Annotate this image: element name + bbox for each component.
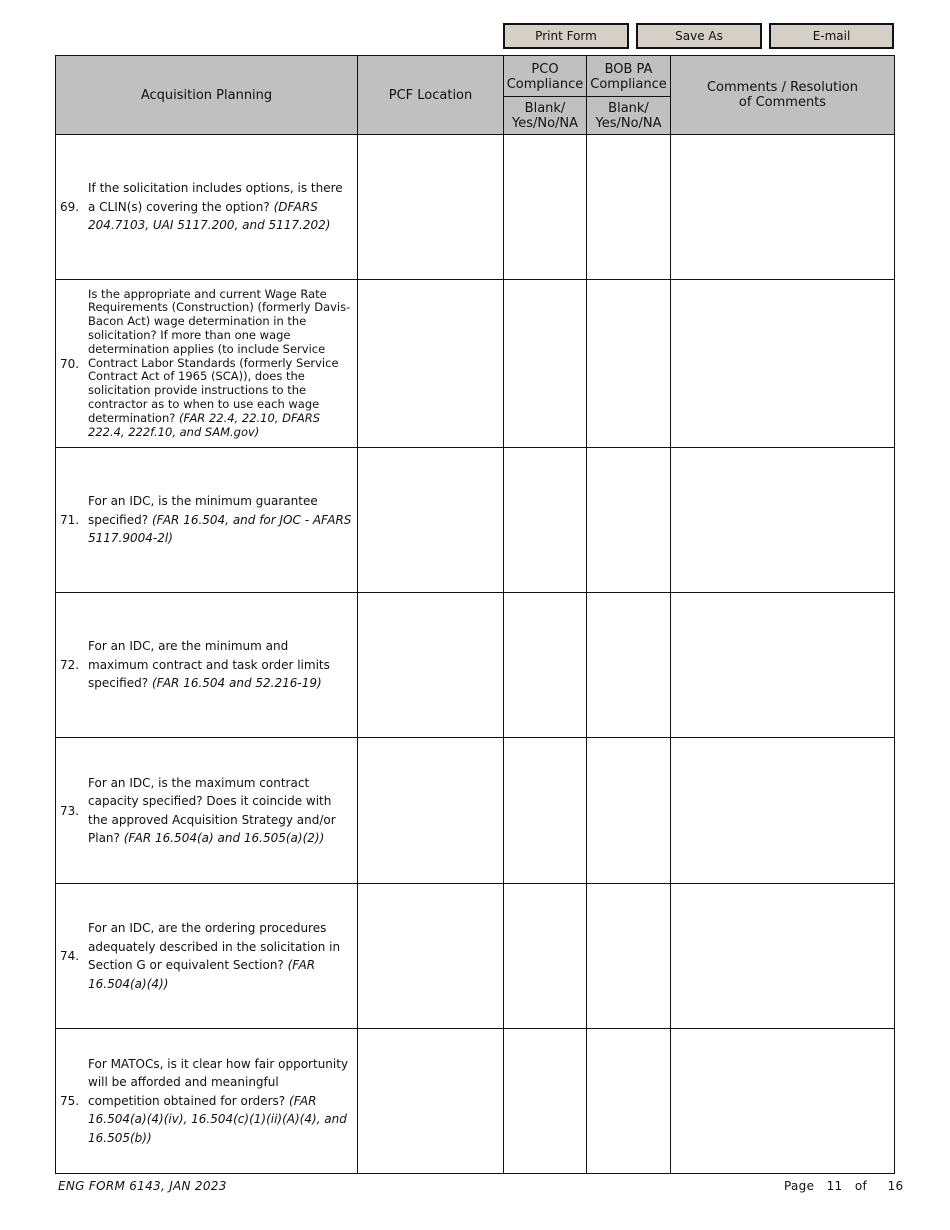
comments-field[interactable]: [671, 448, 894, 592]
item-question: For an IDC, are the minimum and maximum contract and task order limits specified? (FAR 16.504 and 52.216-19): [88, 639, 330, 691]
item-question: For MATOCs, is it clear how fair opportunity will be afforded and meaningful competition obtained for orders? (FAR 16.504(a)(4)(iv), 16.504(c)(1)(ii)(A)(4), and 16.505(b)): [88, 1056, 349, 1145]
item-question: Is the appropriate and current Wage Rate Requirements (Construction) (formerly Davis-Bacon Act) wage determination in the solicitation? If more than one wage determination applies (to include Service Contract Labor Standards (formerly Service Contract Act of 1965 (SCA)), does the solicitation provide instructions to the contractor as to when to use each wage determination? (FAR 22.4, 22.10, DFARS 222.4, 222f.10, and SAM.gov): [88, 286, 351, 439]
pco-compliance-field[interactable]: [504, 280, 586, 447]
page-label: Page: [784, 1179, 815, 1193]
item-question: For an IDC, is the maximum contract capacity specified? Does it coincide with the approved Acquisition Strategy and/or Plan? (FAR 16.504(a) and 16.505(a)(2)): [88, 775, 336, 845]
header-pcf-location: PCF Location: [388, 87, 473, 103]
bob-compliance-field[interactable]: [587, 448, 670, 592]
header-bob-pa-compliance: BOB PA Compliance: [590, 61, 667, 92]
pcf-location-field[interactable]: [358, 738, 503, 883]
item-number: 69.: [60, 200, 80, 214]
item-number: 71.: [60, 513, 80, 527]
item-number: 72.: [60, 658, 80, 672]
of-label: of: [854, 1179, 867, 1193]
header-bob-options: Blank/ Yes/No/NA: [595, 100, 662, 131]
page-indicator: [784, 1179, 903, 1193]
form-identifier: ENG FORM 6143, JAN 2023: [58, 1179, 227, 1193]
bob-compliance-field[interactable]: [587, 280, 670, 447]
item-number: 74.: [60, 949, 80, 963]
pco-compliance-field[interactable]: [504, 593, 586, 737]
comments-field[interactable]: [671, 593, 894, 737]
pcf-location-field[interactable]: [358, 448, 503, 592]
item-number: 73.: [60, 803, 80, 818]
comments-field[interactable]: [671, 1029, 894, 1173]
pcf-location-field[interactable]: [358, 884, 503, 1028]
save-as-button[interactable]: Save As: [636, 23, 762, 49]
item-question: If the solicitation includes options, is there a CLIN(s) covering the option? (DFARS 204.7103, UAI 5117.200, and 5117.202): [88, 181, 343, 233]
comments-field[interactable]: [671, 884, 894, 1028]
pco-compliance-field[interactable]: [504, 884, 586, 1028]
item-number: 70.: [60, 356, 80, 371]
bob-compliance-field[interactable]: [587, 1029, 670, 1173]
header-pco-compliance: PCO Compliance: [506, 61, 584, 92]
pcf-location-field[interactable]: [358, 1029, 503, 1173]
header-acquisition-planning: Acquisition Planning: [140, 87, 273, 103]
item-question: For an IDC, are the ordering procedures adequately described in the solicitation in Section G or equivalent Section? (FAR 16.504(a)(4)): [88, 921, 341, 991]
print-form-button[interactable]: Print Form: [503, 23, 629, 49]
item-number: 75.: [60, 1094, 80, 1108]
comments-field[interactable]: [671, 280, 894, 447]
comments-field[interactable]: [671, 738, 894, 883]
pco-compliance-field[interactable]: [504, 1029, 586, 1173]
bob-compliance-field[interactable]: [587, 135, 670, 279]
pco-compliance-field[interactable]: [504, 448, 586, 592]
bob-compliance-field[interactable]: [587, 884, 670, 1028]
email-button[interactable]: E-mail: [769, 23, 894, 49]
pco-compliance-field[interactable]: [504, 738, 586, 883]
comments-field[interactable]: [671, 135, 894, 279]
item-question: For an IDC, is the minimum guarantee specified? (FAR 16.504, and for JOC - AFARS 5117.9004-2l): [88, 494, 352, 546]
pco-compliance-field[interactable]: [504, 135, 586, 279]
bob-compliance-field[interactable]: [587, 593, 670, 737]
pcf-location-field[interactable]: [358, 280, 503, 447]
page-number: 11: [826, 1179, 843, 1193]
header-pco-options: Blank/ Yes/No/NA: [511, 100, 579, 131]
page-total: 16: [887, 1179, 904, 1193]
header-comments: Comments / Resolution of Comments: [706, 80, 859, 110]
bob-compliance-field[interactable]: [587, 738, 670, 883]
pcf-location-field[interactable]: [358, 593, 503, 737]
pcf-location-field[interactable]: [358, 135, 503, 279]
